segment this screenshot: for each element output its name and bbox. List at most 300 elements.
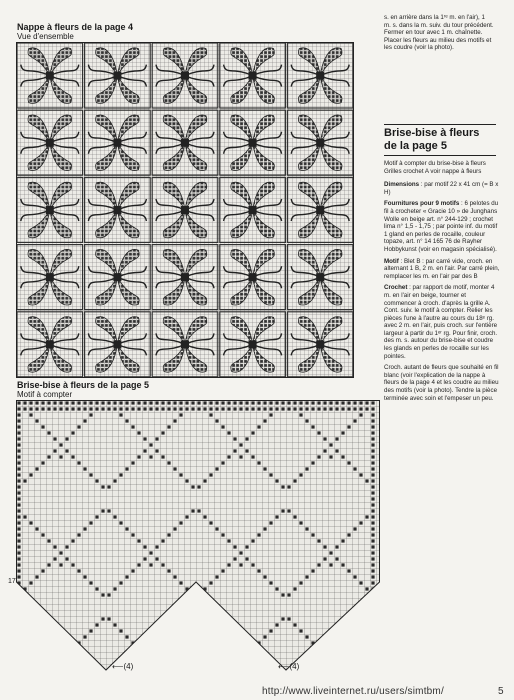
filled-cell bbox=[365, 401, 368, 404]
filled-cell bbox=[323, 653, 326, 656]
filled-cell bbox=[89, 401, 92, 404]
filled-cell bbox=[329, 551, 332, 554]
filled-cell bbox=[161, 401, 164, 404]
filled-cell bbox=[83, 467, 86, 470]
filled-cell bbox=[371, 413, 374, 416]
filled-cell bbox=[35, 635, 38, 638]
filled-cell bbox=[17, 467, 20, 470]
filled-cell bbox=[323, 665, 326, 668]
filled-cell bbox=[59, 563, 62, 566]
filled-cell bbox=[47, 539, 50, 542]
filled-cell bbox=[371, 659, 374, 662]
filled-cell bbox=[17, 623, 20, 626]
filled-cell bbox=[209, 407, 212, 410]
filled-cell bbox=[227, 431, 230, 434]
filled-cell bbox=[245, 437, 248, 440]
filled-cell bbox=[215, 527, 218, 530]
filled-cell bbox=[89, 473, 92, 476]
filled-cell bbox=[17, 455, 20, 458]
filled-cell bbox=[263, 635, 266, 638]
filled-cell bbox=[65, 557, 68, 560]
filled-cell bbox=[371, 455, 374, 458]
filled-cell bbox=[113, 515, 116, 518]
filled-cell bbox=[275, 623, 278, 626]
filled-cell bbox=[305, 419, 308, 422]
filled-cell bbox=[371, 611, 374, 614]
filled-cell bbox=[167, 407, 170, 410]
filled-cell bbox=[371, 551, 374, 554]
filled-cell bbox=[77, 407, 80, 410]
filled-cell bbox=[269, 413, 272, 416]
filled-cell bbox=[29, 413, 32, 416]
filled-cell bbox=[341, 455, 344, 458]
filled-cell bbox=[143, 401, 146, 404]
filled-cell bbox=[29, 473, 32, 476]
filled-cell bbox=[233, 407, 236, 410]
filled-cell bbox=[329, 563, 332, 566]
filled-cell bbox=[353, 407, 356, 410]
motif-text: : Blet B : par carré vide, croch. en alternant 1 B, 2 m. en l'air. Par carré plein, remplacer les m. en l'air par des B bbox=[384, 257, 500, 280]
filled-cell bbox=[17, 611, 20, 614]
filled-cell bbox=[17, 539, 20, 542]
filled-cell bbox=[161, 455, 164, 458]
filled-cell bbox=[77, 533, 80, 536]
filled-cell bbox=[47, 671, 50, 674]
filled-cell bbox=[371, 563, 374, 566]
filled-cell bbox=[17, 407, 20, 410]
filled-cell bbox=[335, 653, 338, 656]
filled-cell bbox=[71, 647, 74, 650]
filled-cell bbox=[17, 599, 20, 602]
filled-cell bbox=[245, 653, 248, 656]
filled-cell bbox=[365, 479, 368, 482]
filled-cell bbox=[251, 401, 254, 404]
filled-cell bbox=[215, 575, 218, 578]
filled-cell bbox=[119, 581, 122, 584]
filled-cell bbox=[161, 539, 164, 542]
filled-cell bbox=[17, 479, 20, 482]
filled-cell bbox=[53, 653, 56, 656]
filled-cell bbox=[17, 617, 20, 620]
intro-line: s. en arrière dans la 1ʳᵉ m. en l'air), 1 bbox=[384, 14, 485, 21]
filled-cell bbox=[323, 557, 326, 560]
filled-cell bbox=[17, 431, 20, 434]
filled-cell bbox=[155, 407, 158, 410]
filled-cell bbox=[185, 623, 188, 626]
filled-cell bbox=[17, 491, 20, 494]
filled-cell bbox=[311, 461, 314, 464]
filled-cell bbox=[185, 515, 188, 518]
filled-cell bbox=[29, 407, 32, 410]
filled-cell bbox=[341, 647, 344, 650]
filled-cell bbox=[353, 635, 356, 638]
filled-cell bbox=[59, 455, 62, 458]
filled-cell bbox=[257, 401, 260, 404]
filled-cell bbox=[341, 431, 344, 434]
filled-cell bbox=[107, 593, 110, 596]
filled-cell bbox=[17, 569, 20, 572]
filled-cell bbox=[125, 575, 128, 578]
filled-cell bbox=[41, 569, 44, 572]
filled-cell bbox=[17, 665, 20, 668]
filled-cell bbox=[179, 407, 182, 410]
filled-cell bbox=[65, 545, 68, 548]
filled-cell bbox=[269, 629, 272, 632]
filled-cell bbox=[47, 563, 50, 566]
filled-cell bbox=[251, 647, 254, 650]
filled-cell bbox=[329, 659, 332, 662]
filled-cell bbox=[83, 407, 86, 410]
filled-cell bbox=[365, 587, 368, 590]
filled-cell bbox=[53, 665, 56, 668]
filled-cell bbox=[179, 413, 182, 416]
filled-cell bbox=[113, 401, 116, 404]
filled-cell bbox=[209, 629, 212, 632]
filled-cell bbox=[71, 431, 74, 434]
filled-cell bbox=[281, 401, 284, 404]
filled-cell bbox=[119, 401, 122, 404]
filled-cell bbox=[341, 401, 344, 404]
filled-cell bbox=[173, 419, 176, 422]
filled-cell bbox=[371, 431, 374, 434]
filled-cell bbox=[83, 401, 86, 404]
filled-cell bbox=[89, 521, 92, 524]
section-title-line-2: de la page 5 bbox=[384, 140, 447, 152]
filled-cell bbox=[203, 515, 206, 518]
filled-cell bbox=[47, 455, 50, 458]
instructions-block bbox=[384, 160, 500, 406]
filled-cell bbox=[161, 431, 164, 434]
filled-cell bbox=[107, 407, 110, 410]
filled-cell bbox=[173, 527, 176, 530]
filled-cell bbox=[371, 575, 374, 578]
filled-cell bbox=[245, 401, 248, 404]
filled-cell bbox=[173, 575, 176, 578]
filled-cell bbox=[17, 461, 20, 464]
filled-cell bbox=[233, 437, 236, 440]
filled-cell bbox=[131, 401, 134, 404]
filled-cell bbox=[359, 401, 362, 404]
filled-cell bbox=[53, 449, 56, 452]
filled-cell bbox=[143, 545, 146, 548]
filled-cell bbox=[335, 401, 338, 404]
filled-cell bbox=[299, 473, 302, 476]
filled-cell bbox=[179, 521, 182, 524]
filled-cell bbox=[371, 407, 374, 410]
filled-cell bbox=[293, 401, 296, 404]
filled-cell bbox=[167, 641, 170, 644]
filled-cell bbox=[305, 407, 308, 410]
filled-cell bbox=[221, 401, 224, 404]
supplies-text: : 6 pelotes du fil à crocheter « Gracie 10 » de Junghans Wolle en beige art. n° 244-129 ; crochet lima n° 1,5 - 1,75 ; par pointe inf. du motif 1 gland en perles de rocaille, couleur topaze, art. n° 14 165 76 de Rayher Hobbykunst (voir en magasin spécialisé). bbox=[384, 200, 499, 253]
filled-cell bbox=[107, 617, 110, 620]
filled-cell bbox=[221, 533, 224, 536]
filled-cell bbox=[233, 653, 236, 656]
filled-cell bbox=[293, 407, 296, 410]
filled-cell bbox=[167, 425, 170, 428]
filled-cell bbox=[65, 665, 68, 668]
filled-cell bbox=[17, 563, 20, 566]
filled-cell bbox=[113, 623, 116, 626]
filled-cell bbox=[149, 671, 152, 674]
dimensions-label: Dimensions bbox=[384, 181, 420, 189]
filled-cell bbox=[17, 521, 20, 524]
arrow-left-icon: ⟵ bbox=[278, 662, 290, 671]
filled-cell bbox=[137, 647, 140, 650]
filled-cell bbox=[329, 455, 332, 458]
filled-cell bbox=[257, 425, 260, 428]
filled-cell bbox=[29, 521, 32, 524]
filled-cell bbox=[335, 437, 338, 440]
filled-cell bbox=[149, 401, 152, 404]
filled-cell bbox=[257, 407, 260, 410]
filled-cell bbox=[167, 533, 170, 536]
filled-cell bbox=[125, 401, 128, 404]
filled-cell bbox=[371, 509, 374, 512]
filled-cell bbox=[17, 587, 20, 590]
filled-cell bbox=[317, 563, 320, 566]
filled-cell bbox=[17, 413, 20, 416]
filled-cell bbox=[221, 569, 224, 572]
filled-cell bbox=[269, 521, 272, 524]
filled-cell bbox=[323, 449, 326, 452]
filled-cell bbox=[311, 425, 314, 428]
intro-line: Placer les fleurs au milieu des motifs et bbox=[384, 36, 492, 44]
filled-cell bbox=[371, 629, 374, 632]
filled-cell bbox=[221, 461, 224, 464]
filled-cell bbox=[371, 647, 374, 650]
filled-cell bbox=[149, 455, 152, 458]
filled-cell bbox=[113, 407, 116, 410]
filled-cell bbox=[35, 419, 38, 422]
filled-cell bbox=[71, 455, 74, 458]
filled-cell bbox=[263, 407, 266, 410]
filled-cell bbox=[95, 407, 98, 410]
filled-cell bbox=[101, 401, 104, 404]
filled-cell bbox=[365, 515, 368, 518]
filled-cell bbox=[209, 473, 212, 476]
filled-cell bbox=[371, 503, 374, 506]
filled-cell bbox=[371, 485, 374, 488]
filled-cell bbox=[17, 503, 20, 506]
filled-cell bbox=[287, 593, 290, 596]
filled-cell bbox=[275, 401, 278, 404]
filled-cell bbox=[251, 671, 254, 674]
filled-cell bbox=[17, 647, 20, 650]
filled-cell bbox=[125, 635, 128, 638]
filled-cell bbox=[371, 443, 374, 446]
filled-cell bbox=[179, 401, 182, 404]
filled-cell bbox=[17, 659, 20, 662]
filled-cell bbox=[161, 563, 164, 566]
filled-cell bbox=[35, 401, 38, 404]
filled-cell bbox=[341, 539, 344, 542]
filled-cell bbox=[41, 401, 44, 404]
filled-cell bbox=[227, 539, 230, 542]
filled-cell bbox=[251, 407, 254, 410]
motif-intro-line: Grilles crochet A voir nappe à fleurs bbox=[384, 167, 482, 175]
filled-cell bbox=[197, 509, 200, 512]
filled-cell bbox=[59, 407, 62, 410]
section-divider-top bbox=[384, 124, 496, 125]
crochet-text: : par rapport de motif, monter 4 m. en l'air en beige, tourner et commencer à croch. d'après la grille A. Cont. suiv. le motif à compter. Relier les pièces l'une à l'autre au cours du 18ᵉ rg. avec 2 m. en l'air, puis croch. sur l'entière largeur à partir du 1ᵉʳ rg. Pour finir, croch. des m. s. autour du brise-bise et coudre les glands en perles de rocaille sur les pointes. bbox=[384, 284, 498, 360]
filled-cell bbox=[161, 671, 164, 674]
filled-cell bbox=[197, 593, 200, 596]
filled-cell bbox=[221, 641, 224, 644]
filled-cell bbox=[365, 623, 368, 626]
filled-cell bbox=[359, 413, 362, 416]
filled-cell bbox=[215, 407, 218, 410]
filled-cell bbox=[131, 569, 134, 572]
filled-cell bbox=[215, 419, 218, 422]
filled-cell bbox=[281, 509, 284, 512]
filled-cell bbox=[371, 545, 374, 548]
filled-cell bbox=[41, 641, 44, 644]
filled-cell bbox=[227, 563, 230, 566]
filled-cell bbox=[329, 407, 332, 410]
intro-line: m. s. dans la m. suiv. du tour précédent. bbox=[384, 21, 494, 29]
filled-cell bbox=[371, 533, 374, 536]
supplies-label: Fournitures pour 9 motifs bbox=[384, 200, 460, 208]
filled-cell bbox=[245, 665, 248, 668]
filled-cell bbox=[59, 443, 62, 446]
footer-url[interactable]: http://www.liveinternet.ru/users/simtbm/ bbox=[262, 686, 444, 697]
filled-cell bbox=[137, 431, 140, 434]
filled-cell bbox=[203, 401, 206, 404]
filled-cell bbox=[371, 623, 374, 626]
filled-cell bbox=[83, 527, 86, 530]
filled-cell bbox=[77, 425, 80, 428]
filled-cell bbox=[239, 551, 242, 554]
filled-cell bbox=[17, 641, 20, 644]
filled-cell bbox=[89, 581, 92, 584]
filled-cell bbox=[233, 401, 236, 404]
filled-cell bbox=[299, 629, 302, 632]
filled-cell bbox=[251, 455, 254, 458]
filled-cell bbox=[53, 407, 56, 410]
filled-cell bbox=[245, 545, 248, 548]
filled-cell bbox=[137, 401, 140, 404]
filled-cell bbox=[293, 623, 296, 626]
intro-line: les coudre (voir la photo). bbox=[384, 44, 454, 52]
filled-cell bbox=[29, 401, 32, 404]
filled-cell bbox=[119, 407, 122, 410]
filled-cell bbox=[329, 443, 332, 446]
filled-cell bbox=[173, 407, 176, 410]
filled-cell bbox=[335, 407, 338, 410]
filled-cell bbox=[227, 407, 230, 410]
filled-cell bbox=[311, 401, 314, 404]
filled-cell bbox=[311, 533, 314, 536]
filled-cell bbox=[137, 671, 140, 674]
filled-cell bbox=[131, 425, 134, 428]
filled-cell bbox=[323, 407, 326, 410]
filled-cell bbox=[311, 569, 314, 572]
filled-cell bbox=[251, 539, 254, 542]
filled-cell bbox=[155, 401, 158, 404]
filled-cell bbox=[251, 563, 254, 566]
filled-cell bbox=[299, 581, 302, 584]
filled-cell bbox=[197, 617, 200, 620]
filled-cell bbox=[203, 623, 206, 626]
filled-cell bbox=[173, 467, 176, 470]
filled-cell bbox=[17, 449, 20, 452]
filled-cell bbox=[347, 407, 350, 410]
filled-cell bbox=[371, 521, 374, 524]
filled-cell bbox=[89, 629, 92, 632]
filled-cell bbox=[371, 527, 374, 530]
filled-cell bbox=[371, 425, 374, 428]
arrow-left-icon: ⟵ bbox=[112, 662, 124, 671]
filled-cell bbox=[191, 509, 194, 512]
filled-cell bbox=[371, 479, 374, 482]
filled-cell bbox=[17, 473, 20, 476]
filled-cell bbox=[269, 407, 272, 410]
filled-cell bbox=[329, 401, 332, 404]
filled-cell bbox=[29, 581, 32, 584]
filled-cell bbox=[17, 671, 20, 674]
filled-cell bbox=[359, 629, 362, 632]
filled-cell bbox=[233, 545, 236, 548]
filled-cell bbox=[299, 521, 302, 524]
filled-cell bbox=[77, 569, 80, 572]
filled-cell bbox=[41, 425, 44, 428]
filled-cell bbox=[341, 407, 344, 410]
filled-cell bbox=[215, 467, 218, 470]
filled-cell bbox=[119, 413, 122, 416]
filled-cell bbox=[239, 563, 242, 566]
filled-cell bbox=[47, 647, 50, 650]
filled-cell bbox=[65, 407, 68, 410]
filled-cell bbox=[239, 659, 242, 662]
filled-cell bbox=[245, 557, 248, 560]
filled-cell bbox=[305, 575, 308, 578]
filled-cell bbox=[191, 593, 194, 596]
filled-cell bbox=[143, 449, 146, 452]
filled-cell bbox=[257, 533, 260, 536]
filled-cell bbox=[17, 485, 20, 488]
filled-cell bbox=[233, 449, 236, 452]
filled-cell bbox=[71, 671, 74, 674]
filled-cell bbox=[149, 563, 152, 566]
filled-cell bbox=[371, 491, 374, 494]
filled-cell bbox=[263, 419, 266, 422]
filled-cell bbox=[95, 515, 98, 518]
filled-cell bbox=[197, 485, 200, 488]
filled-cell bbox=[371, 515, 374, 518]
page-number: 5 bbox=[498, 686, 504, 697]
filled-cell bbox=[83, 635, 86, 638]
filled-cell bbox=[239, 455, 242, 458]
filled-cell bbox=[371, 653, 374, 656]
filled-cell bbox=[173, 401, 176, 404]
filled-cell bbox=[17, 515, 20, 518]
filled-cell bbox=[371, 467, 374, 470]
filled-cell bbox=[239, 443, 242, 446]
filled-cell bbox=[53, 401, 56, 404]
curtain-count-chart bbox=[16, 400, 380, 680]
filled-cell bbox=[245, 407, 248, 410]
tablecloth-overview-chart bbox=[16, 42, 354, 378]
filled-cell bbox=[119, 629, 122, 632]
bottom-chart-subtitle: Motif à compter bbox=[17, 390, 73, 399]
filled-cell bbox=[59, 551, 62, 554]
filled-cell bbox=[263, 527, 266, 530]
filled-cell bbox=[371, 419, 374, 422]
filled-cell bbox=[47, 431, 50, 434]
filled-cell bbox=[17, 533, 20, 536]
filled-cell bbox=[71, 401, 74, 404]
